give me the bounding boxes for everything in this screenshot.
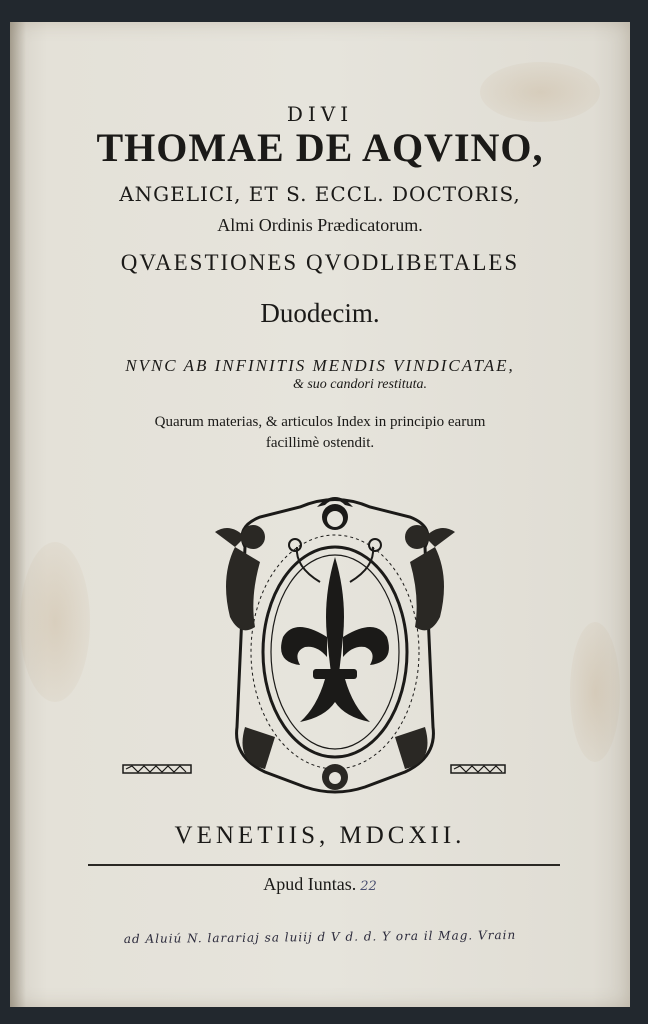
title-page: [10, 22, 630, 1007]
imprint-rule: [88, 864, 560, 866]
imprint-place-date: VENETIIS, MDCXII.: [174, 822, 466, 849]
manuscript-inscription: ad Aluiú N. larariaj sa luiij d V d. d. Y ora il Mag. Vrain: [123, 927, 517, 947]
title-line-nunc: NVNC AB INFINITIS MENDIS VINDICATAE,: [125, 356, 515, 375]
imprint-printer: Apud Iuntas.: [263, 874, 357, 894]
title-line-author: THOMAE DE AQVINO,: [96, 125, 544, 170]
imprint-printer-note: 22: [360, 879, 377, 894]
printers-device-lily-emblem: [205, 487, 465, 797]
foxing-stain: [570, 622, 620, 762]
title-line-epithet: ANGELICI, ET S. ECCL. DOCTORIS,: [119, 182, 521, 206]
foxing-stain: [20, 542, 90, 702]
title-line-order: Almi Ordinis Prædicatorum.: [217, 215, 423, 235]
ornament-right: [450, 762, 506, 776]
title-line-count: Duodecim.: [260, 298, 380, 328]
title-line-work: QVAESTIONES QVODLIBETALES: [120, 250, 520, 275]
title-line-index-1: Quarum materias, & articulos Index in principio earum: [154, 414, 486, 430]
ornament-left: [122, 762, 192, 776]
imprint-printer-line: [10, 874, 630, 895]
title-line-suo: & suo candori restituta.: [292, 377, 428, 392]
title-line-index-2: facillimè ostendit.: [265, 435, 375, 451]
title-line-divi: DIVI: [286, 102, 354, 126]
